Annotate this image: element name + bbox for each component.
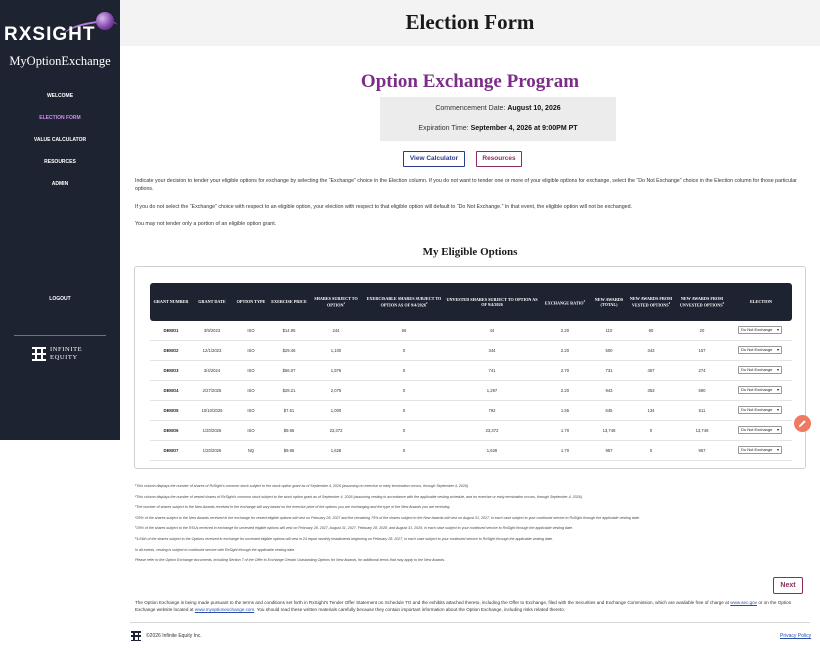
cell-shares-subject: 23,372	[329, 428, 343, 433]
column-header-label: NEW AWARDS (TOTAL)	[594, 296, 624, 307]
cell-unvested-shares: 1,297	[486, 388, 498, 393]
footnote: ⁴25% of the shares subject to the New Awards received in the exchange for vested eligible options will vest on February 28, 2027 and the remaining 75% of the shares subject to the New Awards will vest on August 31, 2027, in each case subject to your continued service to RxSight through the applicable vesting date.	[135, 515, 640, 520]
sidebar	[0, 0, 120, 440]
cell-grant-date: 12/1/2023	[202, 348, 222, 353]
cell-unvested-shares: 1,628	[486, 448, 498, 453]
resources-button[interactable]: Resources	[476, 151, 522, 167]
table-header	[150, 283, 792, 321]
legal-disclaimer	[135, 599, 803, 613]
cell-exercise-price: $14.95	[282, 328, 296, 333]
instruction-paragraph-1: Indicate your decision to tender your eligible options for exchange by selecting the “Exchange” choice in the Election column. If you do not want to tender one or more of your eligible options for exchange, select the “Do Not Exchange” choice in the Election column for those particular options.	[135, 178, 797, 192]
chevron-down-icon: ▾	[776, 427, 779, 432]
table-row	[150, 401, 792, 421]
cell-grant-number: DEMO4	[163, 388, 179, 393]
column-header-unvested-shares	[444, 283, 540, 321]
cell-new-awards-total: 13,748	[602, 428, 616, 433]
table-row	[150, 361, 792, 381]
column-header-new-awards-unvested	[674, 283, 730, 321]
cell-exercise-price: $29.46	[282, 348, 296, 353]
cell-new-awards-vested: 353	[647, 388, 655, 393]
sidebar-item-election-form[interactable]: ELECTION FORM	[39, 115, 81, 121]
chevron-down-icon: ▾	[776, 447, 779, 452]
sidebar-item-welcome[interactable]: WELCOME	[46, 93, 74, 99]
cell-exercise-price: $56.07	[282, 368, 296, 373]
expiration-time	[380, 125, 616, 132]
column-header-label: GRANT DATE	[198, 299, 226, 305]
divider	[14, 335, 106, 336]
cell-shares-subject: 2,075	[330, 388, 342, 393]
cell-exercisable-shares: 0	[402, 448, 406, 453]
cell-new-awards-vested: 134	[647, 408, 655, 413]
cell-new-awards-total: 110	[605, 328, 613, 333]
cell-new-awards-unvested: 20	[699, 328, 705, 333]
cell-exercise-price: $28.21	[282, 388, 296, 393]
column-header-new-awards-vested	[628, 283, 674, 321]
footnote: In all events, vesting is subject to continued service with RxSight through the applicable vesting date.	[135, 547, 296, 552]
column-header-shares-subject	[308, 283, 364, 321]
infinite-equity-logo	[32, 346, 92, 362]
expiration-label: Expiration Time:	[418, 125, 469, 132]
footer-divider	[130, 622, 810, 623]
instruction-paragraph-2: If you do not select the “Exchange” choice with respect to an eligible option, your election with respect to that eligible option will default to “Do Not Exchange.” In that event, the eligible option will not be exchanged.	[135, 204, 633, 210]
cell-exchange-ratio: 2.20	[560, 388, 570, 393]
footnote: ¹This column displays the number of shares of RxSight’s common stock subject to the stock option grant as of September 4, 2026 (assuming no exercise or early termination occurs, through September 4, 2026).	[135, 484, 470, 488]
cell-unvested-shares: 44	[489, 328, 495, 333]
election-value: Do Not Exchange	[741, 387, 773, 392]
pencil-icon[interactable]	[794, 415, 811, 432]
cell-exchange-ratio: 1.70	[560, 448, 570, 453]
table-row	[150, 421, 792, 441]
cell-grant-number: DEMO5	[163, 408, 179, 413]
footnote: ³The number of shares subject to the New Awards received in the exchange will vary based on the exercise price of the options you are exchanging and the type of the New Awards you are receiving.	[135, 505, 451, 510]
cell-option-type: ISO	[247, 428, 255, 433]
cell-exercise-price: $9.66	[283, 448, 295, 453]
chevron-down-icon: ▾	[776, 347, 779, 352]
cell-unvested-shares: 741	[488, 368, 496, 373]
footnote: ⁶1/24th of the shares subject to the Options received in exchange for unvested eligible options will vest in 24 equal monthly installments beginning on February 28, 2027, in each case subject to your continued service to RxSight through the applicable vesting date.	[135, 536, 554, 541]
column-header-label: ELECTION	[749, 299, 773, 305]
table-row	[150, 341, 792, 361]
footnote: Please refer to the Option Exchange documents, including Section 7 of the Offer to Exchange Certain Outstanding Options for New Awards, for additional terms that may apply to the New Awards.	[135, 558, 446, 563]
cell-new-awards-unvested: 13,748	[695, 428, 709, 433]
footnote-marker: 1	[343, 301, 346, 306]
column-header-label: EXERCISABLE SHARES SUBJECT TO OPTION AS OF 9/4/2026	[366, 296, 442, 308]
page-title: Election Form	[405, 10, 535, 34]
cell-new-awards-vested: 343	[647, 348, 655, 353]
cell-exercisable-shares: 0	[402, 348, 406, 353]
cell-exchange-ratio: 2.20	[560, 328, 570, 333]
election-value: Do Not Exchange	[741, 407, 773, 412]
cell-new-awards-total: 645	[605, 408, 613, 413]
cell-new-awards-unvested: 590	[698, 388, 706, 393]
header-bar	[120, 0, 820, 46]
cell-exercisable-shares: 0	[402, 388, 406, 393]
column-header-label: SHARES SUBJECT TO OPTION	[314, 296, 358, 308]
commencement-date	[380, 105, 616, 112]
cell-new-awards-total: 957	[605, 448, 613, 453]
column-header-label: GRANT NUMBER	[153, 299, 189, 305]
footnote: ⁵25% of the shares subject to the RSUs received in exchange for unvested eligible options will vest on February 28, 2027, August 31, 2027, February 28, 2028, and August 31, 2026, in each case subject to your continued service to RxSight through the applicable vesting date.	[135, 526, 573, 531]
brand-name: RXSIGHT	[4, 24, 96, 45]
cell-shares-subject: 1,976	[330, 368, 342, 373]
column-header-label: NEW AWARDS FROM VESTED OPTIONS	[629, 296, 673, 308]
column-header-new-awards-total	[590, 283, 628, 321]
cell-shares-subject: 1,100	[330, 348, 342, 353]
cell-option-type: ISO	[247, 348, 255, 353]
cell-exercise-price: $7.51	[283, 408, 295, 413]
cell-new-awards-total: 943	[605, 388, 613, 393]
logo-orb	[96, 12, 114, 30]
instruction-paragraph-3: You may not tender only a portion of an eligible option grant.	[135, 221, 277, 227]
cell-grant-number: DEMO6	[163, 428, 179, 433]
sidebar-item-admin[interactable]: ADMIN	[51, 181, 69, 187]
chevron-down-icon: ▾	[776, 387, 779, 392]
table-row	[150, 321, 792, 341]
election-value: Do Not Exchange	[741, 347, 773, 352]
eligible-options-table	[134, 266, 806, 469]
cell-option-type: NQ	[247, 448, 255, 453]
chevron-down-icon: ▾	[776, 367, 779, 372]
option-exchange-link[interactable]: www.myoptionexchange.com	[194, 607, 255, 612]
cell-exercise-price: $9.66	[283, 428, 295, 433]
cell-new-awards-total: 731	[605, 368, 613, 373]
footnote-marker: 2	[425, 301, 428, 306]
column-header-label: UNVESTED SHARES SUBJECT TO OPTION AS OF 9/4/2026	[446, 296, 538, 307]
column-header-exchange-ratio	[540, 283, 590, 321]
column-header-label: NEW AWARDS FROM UNVESTED OPTIONS	[679, 296, 724, 308]
cell-grant-date: 3/4/2024	[203, 368, 221, 373]
election-select[interactable]	[738, 426, 782, 434]
cell-grant-date: 2/27/2025	[202, 388, 222, 393]
rxsight-logo	[4, 12, 116, 46]
expiration-value: September 4, 2026 at 9:00PM PT	[470, 125, 578, 132]
column-header-grant-date	[192, 283, 232, 321]
table-row	[150, 441, 792, 461]
program-title: Option Exchange Program	[360, 71, 580, 92]
copyright: ©2026 Infinite Equity Inc.	[146, 633, 202, 639]
cell-exchange-ratio: 2.20	[560, 348, 570, 353]
column-header-label: OPTION TYPE	[236, 299, 266, 305]
cell-new-awards-vested: 0	[649, 448, 653, 453]
election-select[interactable]	[738, 386, 782, 394]
privacy-policy-link[interactable]: Privacy Policy	[780, 633, 812, 639]
election-select[interactable]	[738, 366, 782, 374]
sidebar-item-resources[interactable]: RESOURCES	[44, 159, 76, 165]
subbrand: MyOptionExchange	[9, 54, 111, 68]
cell-exchange-ratio: 1.55	[560, 408, 570, 413]
column-header-option-type	[232, 283, 270, 321]
cell-exchange-ratio: 1.70	[560, 428, 570, 433]
footnote-marker: 4	[668, 301, 671, 306]
election-select[interactable]	[738, 346, 782, 354]
cell-new-awards-unvested: 157	[698, 348, 706, 353]
sidebar-nav	[0, 92, 120, 202]
commencement-value: August 10, 2026	[507, 105, 561, 112]
cell-new-awards-unvested: 274	[698, 368, 706, 373]
cell-option-type: ISO	[247, 388, 255, 393]
election-select[interactable]	[738, 446, 782, 454]
cell-new-awards-vested: 457	[647, 368, 655, 373]
dates-panel	[380, 97, 616, 141]
footnotes	[135, 481, 807, 566]
column-header-label: EXERCISE PRICE	[271, 299, 307, 305]
cell-shares-subject: 1,628	[330, 448, 342, 453]
cell-exchange-ratio: 2.70	[560, 368, 570, 373]
cell-shares-subject: 244	[332, 328, 340, 333]
cell-exercisable-shares: 0	[402, 428, 406, 433]
infinite-equity-icon	[131, 631, 141, 641]
cell-grant-number: DEMO3	[163, 368, 179, 373]
cell-exercisable-shares: 56	[401, 328, 407, 333]
footnote-marker: 5	[722, 301, 725, 306]
election-value: Do Not Exchange	[741, 367, 773, 372]
cell-grant-date: 1/20/2026	[202, 448, 222, 453]
election-value: Do Not Exchange	[741, 447, 773, 452]
footnote: ²This column displays the number of vested shares of RxSight’s common stock subject to the stock option grant as of September 4, 2026 (assuming vesting in accordance with the applicable vesting schedule, and no exercise or early termination occurs, through September 4, 2026).	[135, 494, 583, 499]
cell-option-type: ISO	[247, 408, 255, 413]
election-value: Do Not Exchange	[741, 327, 773, 332]
cell-unvested-shares: 23,372	[485, 428, 499, 433]
election-value: Do Not Exchange	[741, 427, 773, 432]
disclaimer-text: The Option Exchange is being made pursuant to the terms and conditions set forth in RxSight’s Tender Offer Statement on Schedule TO and the exhibits attached thereto, including the Offer to Exchange, filed with the Securities and Exchange Commission, which are available free of charge at	[135, 600, 731, 605]
cell-new-awards-vested: 0	[649, 428, 653, 433]
cell-grant-date: 10/10/2025	[201, 408, 223, 413]
sec-link[interactable]: www.sec.gov	[730, 600, 758, 605]
logo-line1: INFINITE	[50, 346, 83, 353]
cell-grant-date: 3/9/2023	[203, 328, 221, 333]
cell-grant-number: DEMO1	[163, 328, 179, 333]
column-header-label: EXCHANGE RATIO	[544, 300, 584, 306]
chevron-down-icon: ▾	[776, 327, 779, 332]
cell-new-awards-vested: 90	[648, 328, 654, 333]
cell-unvested-shares: 792	[488, 408, 496, 413]
column-header-exercise-price	[270, 283, 308, 321]
cell-new-awards-total: 500	[605, 348, 613, 353]
cell-grant-number: DEMO2	[163, 348, 179, 353]
cell-new-awards-unvested: 511	[698, 408, 706, 413]
logo-line2: EQUITY	[50, 353, 78, 361]
column-header-exercisable-shares	[364, 283, 444, 321]
cell-option-type: ISO	[247, 328, 255, 333]
disclaimer-text: or on the Option Exchange website located at	[135, 600, 792, 612]
eligible-options-title: My Eligible Options	[422, 246, 518, 258]
cell-shares-subject: 1,000	[330, 408, 342, 413]
infinite-equity-wordmark	[50, 346, 82, 361]
column-header-grant-number	[150, 283, 192, 321]
view-calculator-button[interactable]: View Calculator	[403, 151, 465, 167]
chevron-down-icon: ▾	[776, 407, 779, 412]
cell-grant-number: DEMO7	[163, 448, 179, 453]
commencement-label: Commencement Date:	[435, 105, 506, 112]
cell-option-type: ISO	[247, 368, 255, 373]
election-select[interactable]	[738, 406, 782, 414]
column-header-election	[730, 283, 792, 321]
table-row	[150, 381, 792, 401]
infinite-equity-icon	[32, 347, 46, 361]
cell-grant-date: 1/20/2026	[202, 428, 222, 433]
logout-link[interactable]: LOGOUT	[49, 296, 71, 302]
sidebar-item-value-calculator[interactable]: VALUE CALCULATOR	[33, 137, 87, 143]
footnote-marker: 3	[583, 298, 586, 303]
cell-unvested-shares: 344	[488, 348, 496, 353]
cell-exercisable-shares: 0	[402, 408, 406, 413]
next-button[interactable]: Next	[773, 577, 803, 594]
election-select[interactable]	[738, 326, 782, 334]
cell-new-awards-unvested: 957	[698, 448, 706, 453]
disclaimer-text: . You should read these written materials carefully because they contain important information about the Option Exchange, including risks related thereto.	[254, 607, 566, 612]
cell-exercisable-shares: 0	[402, 368, 406, 373]
